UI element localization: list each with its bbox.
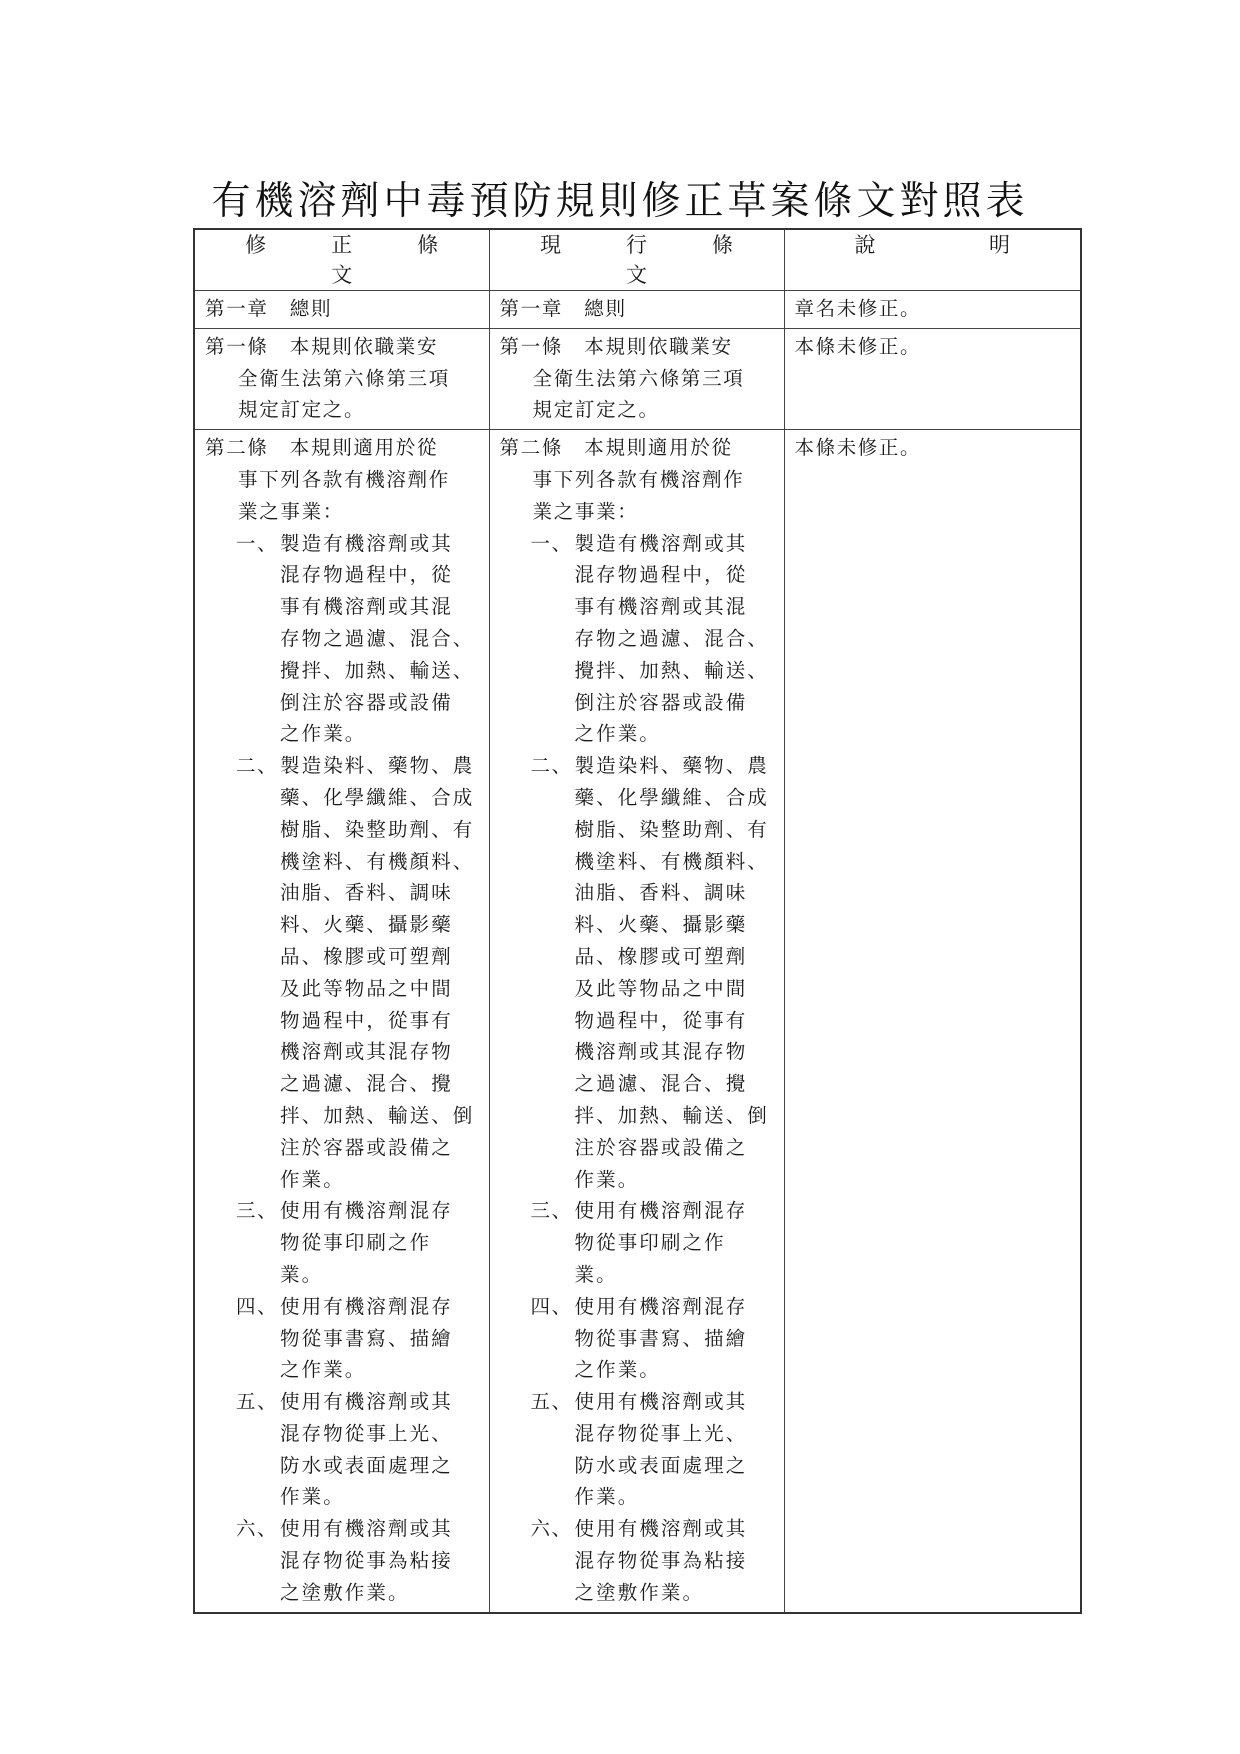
item-line: 使用有機溶劑或其 [574,1517,748,1541]
item-line: 拌、加熱、輸送、倒 [280,1103,475,1127]
cell-line: 第二條 本規則適用於從 [205,436,439,460]
cell-line: 事下列各款有機溶劑作 [238,467,451,491]
item-line: 使用有機溶劑或其 [280,1390,453,1414]
item-number: 六、 [235,1517,278,1541]
item-line: 料、火藥、攝影藥 [280,913,453,937]
item-line: 物從事印刷之作 [574,1231,726,1255]
item-line: 之作業。 [574,722,661,746]
item-line: 樹脂、染整助劑、有 [574,817,769,841]
list-item [500,1386,778,1513]
item-line: 機塗料、有機顏料、 [280,849,475,873]
item-line: 品、橡膠或可塑劑 [574,944,748,968]
item-number: 五、 [235,1390,278,1414]
item-line: 物從事書寫、描繪 [574,1326,748,1350]
item-line: 防水或表面處理之 [280,1453,453,1477]
item-line: 使用有機溶劑混存 [574,1294,748,1318]
cell-line: 全衛生法第六條第三項 [532,366,745,390]
item-text [280,750,474,1195]
item-number: 二、 [530,754,573,778]
item-line: 機溶劑或其混存物 [280,1040,453,1064]
list-item [205,1513,483,1608]
item-number: 三、 [235,1199,278,1223]
item-line: 製造有機溶劑或其 [280,531,453,555]
item-line: 業。 [574,1262,618,1286]
item-number: 一、 [235,531,278,555]
item-line: 拌、加熱、輸送、倒 [574,1103,769,1127]
item-line: 機溶劑或其混存物 [574,1040,748,1064]
item-line: 之作業。 [280,722,367,746]
item-line: 物過程中，從事有 [574,1008,748,1032]
item-text [280,1513,453,1608]
item-text [575,1513,748,1608]
item-number: 六、 [530,1517,573,1541]
item-line: 作業。 [574,1485,640,1509]
header-explain-left: 說 [854,233,876,257]
cell-line: 規定訂定之。 [532,398,660,422]
item-line: 注於容器或設備之 [280,1135,453,1159]
table-row [194,430,1081,1613]
current-cell [489,328,784,429]
list-item [205,750,483,1195]
cell-line: 全衛生法第六條第三項 [238,366,451,390]
current-cell [489,430,784,1613]
item-line: 使用有機溶劑混存 [574,1199,748,1223]
note-cell [784,328,1081,429]
header-explain-right: 明 [989,233,1010,257]
note-text: 章名未修正。 [794,297,922,320]
item-line: 混存物從事為粘接 [280,1549,453,1573]
list-item [500,750,778,1195]
cell-line: 業之事業： [238,499,345,523]
list-item [500,1291,778,1386]
item-number: 五、 [530,1390,573,1414]
item-line: 藥、化學纖維、合成 [574,785,769,809]
item-line: 使用有機溶劑混存 [280,1199,453,1223]
note-text: 本條未修正。 [794,334,922,358]
item-line: 混存物從事上光、 [574,1421,748,1445]
item-line: 製造有機溶劑或其 [574,531,748,555]
header-current: 現 行 條 文 [489,229,784,291]
item-line: 混存物過程中，從 [280,563,453,587]
revised-cell [194,291,489,329]
item-line: 作業。 [574,1167,640,1191]
item-line: 作業。 [280,1167,345,1191]
item-line: 倒注於容器或設備 [574,690,748,714]
item-line: 混存物過程中，從 [574,563,748,587]
item-line: 業。 [280,1262,324,1286]
item-line: 油脂、香料、調味 [280,881,453,905]
item-list [500,528,778,1609]
item-line: 之作業。 [280,1358,367,1382]
item-line: 品、橡膠或可塑劑 [280,944,453,968]
item-line: 混存物從事為粘接 [574,1549,748,1573]
item-line: 事有機溶劑或其混 [574,595,748,619]
item-text [575,1291,748,1386]
item-text [575,1195,748,1290]
header-explain [784,229,1081,291]
item-line: 之塗敷作業。 [280,1580,410,1604]
comparison-table [193,228,1082,1614]
list-item [205,1195,483,1290]
cell-line: 業之事業： [532,499,639,523]
item-line: 混存物從事上光、 [280,1421,453,1445]
item-number: 四、 [235,1294,278,1318]
current-cell [489,291,784,329]
item-number: 三、 [530,1199,573,1223]
item-line: 使用有機溶劑或其 [280,1517,453,1541]
page-title: 有機溶劑中毒預防規則修正草案條文對照表 [211,179,1029,224]
item-line: 使用有機溶劑或其 [574,1390,748,1414]
item-line: 之作業。 [574,1358,661,1382]
cell-line: 規定訂定之。 [238,398,366,422]
table-row [194,291,1081,329]
item-line: 物從事印刷之作 [280,1231,432,1255]
list-item [205,528,483,751]
item-line: 及此等物品之中間 [574,976,748,1000]
item-line: 使用有機溶劑混存 [280,1294,453,1318]
item-line: 料、火藥、攝影藥 [574,913,748,937]
list-item [500,1513,778,1608]
note-text: 本條未修正。 [794,436,922,460]
item-number: 一、 [530,531,573,555]
item-line: 之過濾、混合、攪 [280,1072,453,1096]
list-item [500,528,778,751]
item-line: 之過濾、混合、攪 [574,1072,748,1096]
item-line: 樹脂、染整助劑、有 [280,817,475,841]
revised-cell [194,430,489,1613]
item-text [575,1386,748,1513]
item-line: 存物之過濾、混合、 [280,626,475,650]
item-number: 四、 [530,1294,573,1318]
item-text [575,750,769,1195]
item-line: 倒注於容器或設備 [280,690,453,714]
item-line: 攪拌、加熱、輸送、 [574,658,769,682]
item-line: 及此等物品之中間 [280,976,453,1000]
item-line: 藥、化學纖維、合成 [280,785,475,809]
cell-line: 事下列各款有機溶劑作 [532,467,745,491]
item-line: 作業。 [280,1485,345,1509]
item-line: 之塗敷作業。 [574,1580,705,1604]
list-item [205,1386,483,1513]
list-item [500,1195,778,1290]
item-text [280,1195,453,1290]
item-line: 油脂、香料、調味 [574,881,748,905]
list-item [205,1291,483,1386]
item-text [280,528,474,751]
item-number: 二、 [235,754,278,778]
item-line: 防水或表面處理之 [574,1453,748,1477]
cell-line: 第一章 總則 [499,297,627,320]
item-line: 機塗料、有機顏料、 [574,849,769,873]
note-cell [784,291,1081,329]
item-line: 物過程中，從事有 [280,1008,453,1032]
item-line: 攪拌、加熱、輸送、 [280,658,475,682]
item-line: 注於容器或設備之 [574,1135,748,1159]
item-text [280,1291,453,1386]
item-line: 事有機溶劑或其混 [280,595,453,619]
item-line: 製造染料、藥物、農 [280,754,475,778]
header-revised: 修 正 條 文 [194,229,489,291]
table-row [194,328,1081,429]
item-line: 物從事書寫、描繪 [280,1326,453,1350]
cell-line: 第一條 本規則依職業安 [205,334,439,358]
note-cell [784,430,1081,1613]
item-list [205,528,483,1609]
item-text [280,1386,453,1513]
cell-line: 第一章 總則 [205,297,333,320]
item-line: 存物之過濾、混合、 [574,626,769,650]
cell-line: 第一條 本規則依職業安 [499,334,733,358]
item-line: 製造染料、藥物、農 [574,754,769,778]
revised-cell [194,328,489,429]
item-text [575,528,769,751]
cell-line: 第二條 本規則適用於從 [499,436,733,460]
table-header-row [194,229,1081,291]
